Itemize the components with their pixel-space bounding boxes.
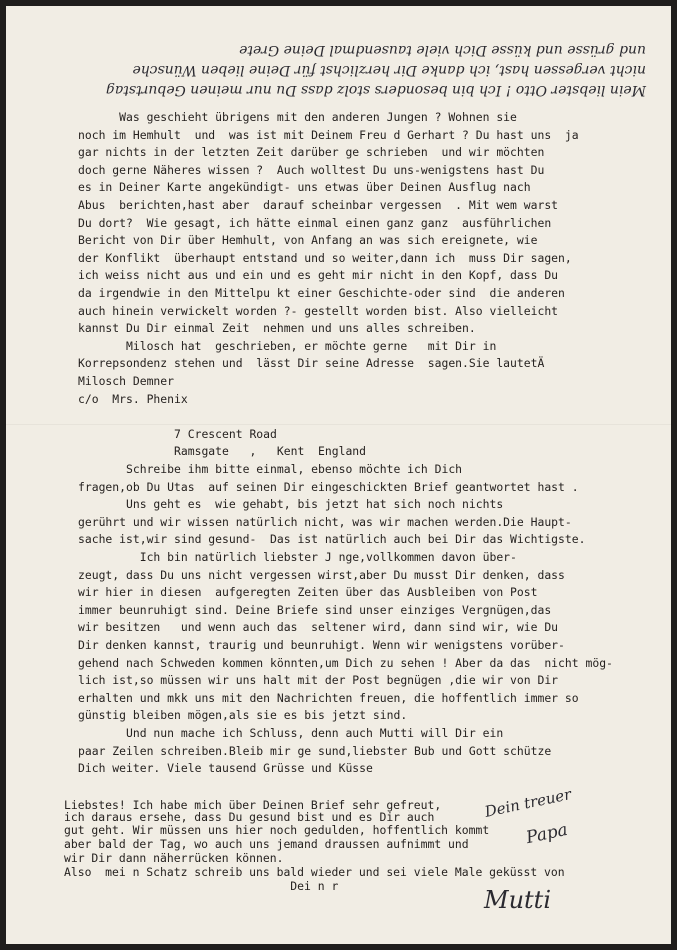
typed-line: Ich bin natürlich liebster J nge,vollkommen davon über- xyxy=(78,550,517,564)
typed-line: kannst Du Dir einmal Zeit nehmen und uns alles schreiben. xyxy=(78,321,476,336)
typed-line: fragen,ob Du Utas auf seinen Dir eingeschickten Brief geantwortet hast . xyxy=(78,479,579,494)
typed-line: auch hinein verwickelt worden ?- gestellt worden bist. Also vielleicht xyxy=(78,303,559,318)
typed-line: doch gerne Näheres wissen ? Auch wolltest Du uns-wenigstens hast Du xyxy=(78,162,545,177)
typed-line: sache ist,wir sind gesund- Das ist natürlich auch bei Dir das Wichtigste. xyxy=(78,532,586,547)
typed-line: noch im Hemhult und was ist mit Deinem Freu d Gerhart ? Du hast uns ja xyxy=(78,127,579,142)
typed-line: Schreibe ihm bitte einmal, ebenso möchte ich Dich xyxy=(78,462,463,476)
typed-line: gehend nach Schweden kommen könnten,um Dich zu sehen ! Aber da das nicht mög- xyxy=(78,655,613,670)
typed-line: Dir denken kannst, traurig und beunruhigt. Wenn wir wenigstens vorüber- xyxy=(78,638,565,652)
typed-line: paar Zeilen schreiben.Bleib mir ge sund,liebster Bub und Gott schütze xyxy=(78,743,552,758)
typed-line: Milosch Demner xyxy=(78,374,175,388)
typed-line: c/o Mrs. Phenix xyxy=(78,391,188,406)
handwriting-line: nicht vergessen hast, ich danke Dir herzlichst für Deine lieben Wünsche xyxy=(132,62,646,78)
typed-line: ich weiss nicht aus und ein und es geht mir nicht in den Kopf, dass Du xyxy=(78,268,559,283)
handwriting-line: Mein liebster Otto ! Ich bin besonders stolz dass Du nur meinen Geburtstag xyxy=(105,82,646,98)
typed-line: immer beunruhigt sind. Deine Briefe sind unser einziges Vergnügen,das xyxy=(78,602,552,617)
typed-line: wir besitzen und wenn auch das seltener wird, dann sind wir, wie Du xyxy=(78,620,559,635)
typed-line: günstig bleiben mögen,als sie es bis jetzt sind. xyxy=(78,708,408,723)
signature-papa: Papa xyxy=(524,819,570,849)
postscript-line: Also mei n Schatz schreib uns bald wieder und sei viele Male geküsst von xyxy=(64,865,565,879)
typed-line: Milosch hat geschrieben, er möchte gerne mit Dir in xyxy=(78,338,497,353)
typed-line: zeugt, dass Du uns nicht vergessen wirst,aber Du musst Dir denken, dass xyxy=(78,567,565,582)
typed-line: 7 Crescent Road xyxy=(78,426,277,441)
typed-line: Uns geht es wie gehabt, bis jetzt hat sich noch nichts xyxy=(78,497,504,512)
signature-mutti: Mutti xyxy=(484,886,551,914)
postscript-line: Dei n r xyxy=(64,879,339,893)
typed-line: Dich weiter. Viele tausend Grüsse und Küsse xyxy=(78,761,373,776)
signature-dein-treuer: Dein treuer xyxy=(483,785,573,821)
typed-line: Und nun mache ich Schluss, denn auch Mutti will Dir ein xyxy=(78,726,504,740)
typed-line: Bericht von Dir über Hemhult, von Anfang an was sich ereignete, wie xyxy=(78,233,538,248)
typed-line: lich ist,so müssen wir uns halt mit der Post begnügen ,die wir von Dir xyxy=(78,673,559,688)
typed-line: der Konflikt überhaupt entstand und so weiter,dann ich muss Dir sagen, xyxy=(78,250,572,265)
letter-page xyxy=(6,6,671,944)
typed-line: Abus berichten,hast aber darauf scheinbar vergessen . Mit wem warst xyxy=(78,198,559,212)
postscript-line: Liebstes! Ich habe mich über Deinen Brief sehr gefreut, xyxy=(64,798,442,812)
fold-line xyxy=(6,424,671,425)
postscript-line: wir Dir dann näherrücken können. xyxy=(64,851,284,865)
handwritten-note-upside-down xyxy=(46,40,646,100)
postscript-line: gut geht. Wir müssen uns hier noch gedulden, hoffentlich kommt xyxy=(64,823,490,837)
typed-line: Ramsgate , Kent England xyxy=(78,444,367,459)
typed-line: da irgendwie in den Mittelpu kt einer Geschichte-oder sind die anderen xyxy=(78,286,565,300)
postscript-line: ich daraus ersehe, dass Du gesund bist und es Dir auch xyxy=(64,810,449,824)
typed-line: gar nichts in der letzten Zeit darüber ge schrieben und wir möchten xyxy=(78,145,545,160)
typed-line: Du dort? Wie gesagt, ich hätte einmal einen ganz ganz ausführlichen xyxy=(78,215,552,230)
typed-line: Korrepsondenz stehen und lässt Dir seine Adresse sagen.Sie lautetÄ xyxy=(78,356,545,371)
typed-line: gerührt und wir wissen natürlich nicht, was wir machen werden.Die Haupt- xyxy=(78,514,572,529)
handwriting-line: und grüsse und küsse Dich viele tausendmal Deine Grete xyxy=(239,42,646,58)
typed-line: erhalten und mkk uns mit den Nachrichten freuen, die hoffentlich immer so xyxy=(78,690,579,705)
typed-line: wir hier in diesen aufgeregten Zeiten über das Ausbleiben von Post xyxy=(78,585,538,600)
typed-line: es in Deiner Karte angekündigt- uns etwas über Deinen Ausflug nach xyxy=(78,180,531,195)
typed-line: Was geschieht übrigens mit den anderen Jungen ? Wohnen sie xyxy=(78,110,517,124)
postscript-line: aber bald der Tag, wo auch uns jemand draussen aufnimmt und xyxy=(64,837,469,851)
